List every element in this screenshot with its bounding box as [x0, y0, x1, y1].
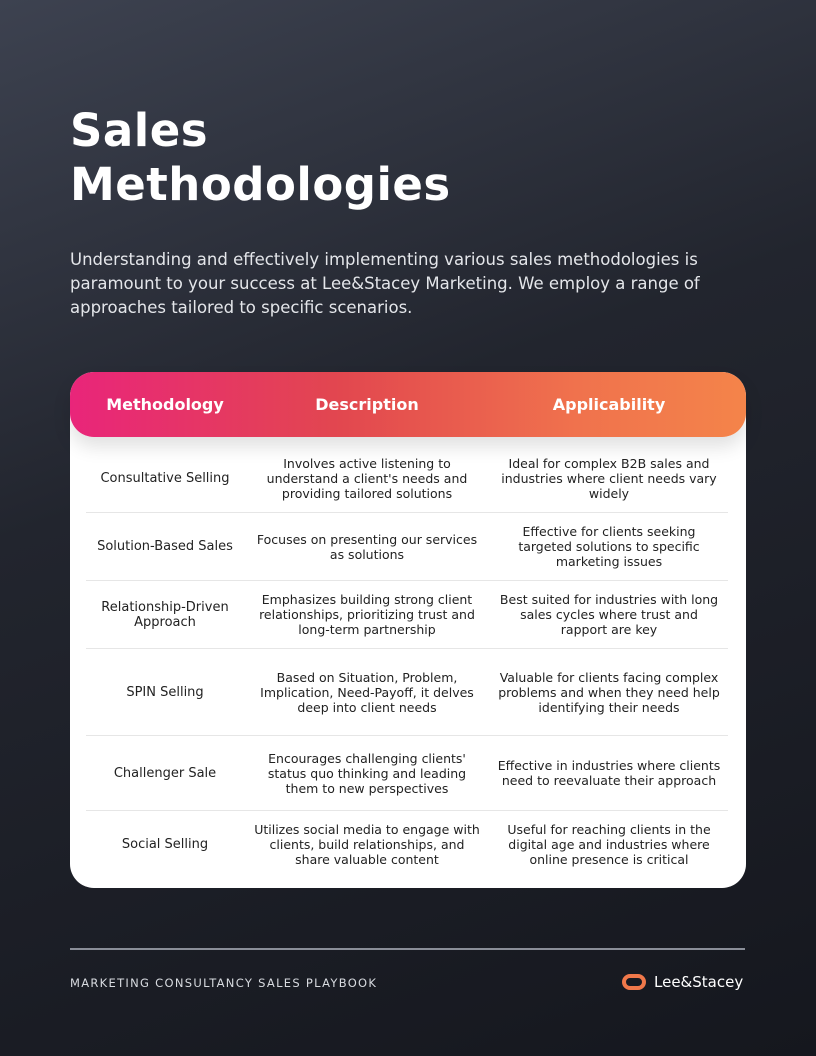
table-row: [86, 513, 728, 581]
cell-description: Emphasizes building strong client relationships, prioritizing trust and long-term partnership: [259, 592, 475, 637]
cell-description: Based on Situation, Problem, Implication, Need-Payoff, it delves deep into client needs: [260, 669, 474, 715]
cell-description: Focuses on presenting our services as solutions: [256, 531, 478, 562]
cell-applicability: Ideal for complex B2B sales and industries where client needs vary widely: [501, 456, 717, 501]
cell-description: Encourages challenging clients' status quo thinking and leading them to new perspectives: [267, 750, 467, 796]
logo-icon: [622, 974, 646, 990]
header-applicability: Applicability: [552, 395, 666, 414]
footer-divider: [70, 948, 745, 950]
cell-description: Involves active listening to understand a client's needs and providing tailored solutions: [266, 456, 468, 501]
title-line: Sales: [70, 104, 209, 157]
cell-applicability: Best suited for industries with long sales cycles where trust and rapport are key: [499, 592, 719, 637]
cell-methodology: Relationship-Driven Approach: [101, 599, 229, 630]
intro-paragraph: Understanding and effectively implementing various sales methodologies is paramount to your success at Lee&Stacey Marketing. We employ a range of approaches tailored to specific scenarios.: [70, 250, 700, 317]
header-methodology: Methodology: [106, 395, 224, 414]
title-line: Methodologies: [70, 158, 451, 211]
header-description: Description: [315, 395, 419, 414]
cell-methodology: Solution-Based Sales: [97, 539, 233, 554]
page-title: [70, 104, 451, 212]
cell-methodology: Consultative Selling: [100, 471, 230, 486]
brand-name: Lee&Stacey: [654, 973, 744, 991]
cell-description: Utilizes social media to engage with clients, build relationships, and share valuable content: [254, 822, 480, 867]
table-header: [70, 372, 746, 437]
cell-methodology: Social Selling: [121, 837, 209, 852]
table-row: [86, 445, 728, 513]
cell-applicability: Useful for reaching clients in the digital age and industries where online presence is critical: [507, 822, 711, 867]
table-row: [86, 581, 728, 649]
methodology-table: [70, 372, 746, 888]
cell-methodology: Challenger Sale: [113, 765, 217, 781]
cell-applicability: Effective for clients seeking targeted solutions to specific marketing issues: [518, 524, 700, 569]
cell-applicability: Effective in industries where clients need to reevaluate their approach: [497, 758, 721, 788]
brand-logo: [622, 973, 743, 991]
footer-label: MARKETING CONSULTANCY SALES PLAYBOOK: [70, 976, 378, 990]
table-row: [86, 649, 728, 736]
table-row: [86, 811, 728, 878]
cell-applicability: Valuable for clients facing complex problems and when they need help identifying their needs: [498, 669, 720, 715]
cell-methodology: SPIN Selling: [126, 684, 204, 700]
table-row: [86, 736, 728, 811]
table-body: [86, 445, 728, 878]
